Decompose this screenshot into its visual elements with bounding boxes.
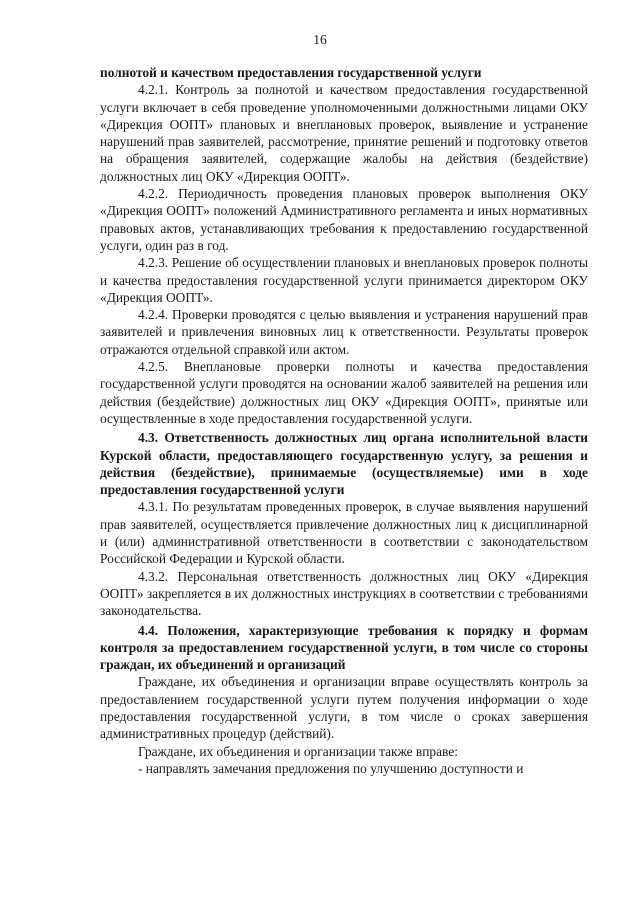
list-item-proposals: - направлять замечания предложения по улучшению доступности и: [138, 760, 524, 776]
paragraph-4-2-1: 4.2.1. Контроль за полнотой и качеством предоставления государственной услуги включает в себя проведение уполномоченными должностными лицами ОКУ «Дирекция ООПТ» плановых и внеплановых проверок, выявление и устранение нарушений прав заявителей, рассмотрение, принятие решений и подготовку ответов на обращения заявителей, содержащие жалобы на действия (бездействие) должностных лиц ОКУ «Дирекция ООПТ».: [100, 82, 588, 184]
paragraph-4-2-3: 4.2.3. Решение об осуществлении плановых и внеплановых проверок полноты и качества предоставления государственной услуги принимается директором ОКУ «Дирекция ООПТ».: [100, 255, 588, 305]
section-heading-4-3: 4.3. Ответственность должностных лиц органа исполнительной власти Курской области, предоставляющего государственную услугу, за решения и действия (бездействие), принимаемые (осуществляемые) ими в ходе предоставления государственной услуги: [100, 430, 588, 498]
paragraph-4-3-2: 4.3.2. Персональная ответственность должностных лиц ОКУ «Дирекция ООПТ» закрепляется в их должностных инструкциях в соответствии с требованиями законодательства.: [100, 568, 588, 619]
paragraph-4-2-4: 4.2.4. Проверки проводятся с целью выявления и устранения нарушений прав заявителей и привлечения виновных лиц к ответственности. Результаты проверок отражаются отдельной справкой или актом.: [100, 307, 588, 357]
document-body: [100, 64, 588, 777]
paragraph-citizens-rights: Граждане, их объединения и организации также вправе:: [138, 743, 458, 759]
paragraph-citizens-control: Граждане, их объединения и организации вправе осуществлять контроль за предоставлением государственной услуги путем получения информации о ходе предоставления государственной услуги, в том числе о сроках завершения административных процедур (действий).: [100, 674, 588, 742]
paragraph-4-2-2: 4.2.2. Периодичность проведения плановых проверок выполнения ОКУ «Дирекция ООПТ» положений Административного регламента и иных нормативных правовых актов, устанавливающих требования к предоставлению государственной услуги, один раз в год.: [100, 186, 588, 253]
paragraph-4-3-1: 4.3.1. По результатам проведенных проверок, в случае выявления нарушений прав заявителей, осуществляется привлечение должностных лиц к дисциплинарной и (или) административной ответственности в соответствии с законодательством Российской Федерации и Курской области.: [100, 499, 588, 567]
section-title-continuation: полнотой и качеством предоставления государственной услуги: [100, 65, 482, 80]
paragraph-4-2-5: 4.2.5. Внеплановые проверки полноты и качества предоставления государственной услуги проводятся на основании жалоб заявителей на решения или действия (бездействие) должностных лиц ОКУ «Дирекция ООПТ», принятые или осуществленные в ходе предоставления государственной услуги.: [100, 359, 588, 426]
section-heading-4-4: 4.4. Положения, характеризующие требования к порядку и формам контроля за предоставлением государственной услуги, в том числе со стороны граждан, их объединений и организаций: [100, 622, 588, 673]
page-number: 16: [313, 32, 327, 47]
